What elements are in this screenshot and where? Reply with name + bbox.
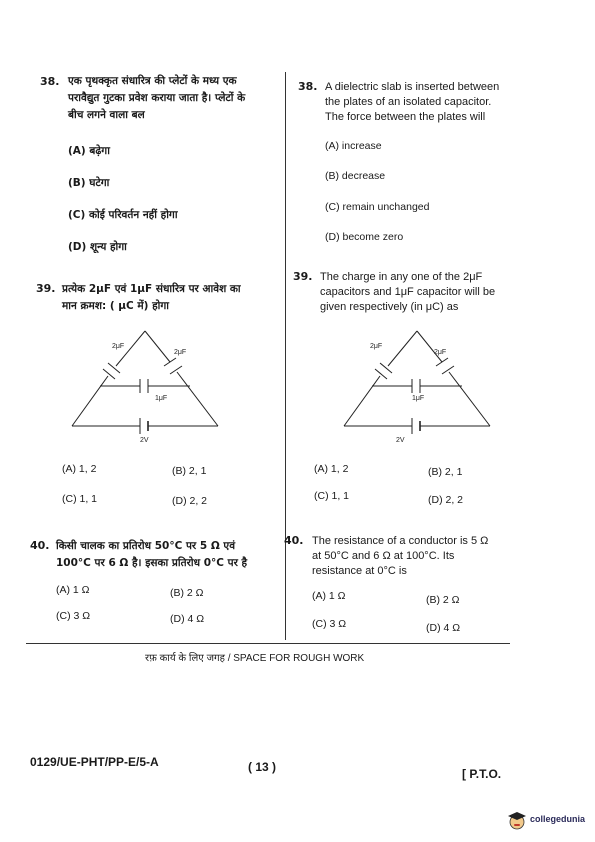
label-c-mid: 1μF xyxy=(155,395,168,402)
capacitor-plate xyxy=(436,358,448,366)
q39-option-c-en: (C) 1, 1 xyxy=(314,490,350,502)
q38-option-a-hi: (A) बढ़ेगा xyxy=(68,145,110,157)
logo-text: collegedunia xyxy=(530,814,586,824)
label-c-mid: 1μF xyxy=(412,395,425,402)
q38-question-hi xyxy=(68,73,278,124)
text-line: बीच लगने वाला बल xyxy=(68,109,145,121)
q39-option-c-hi: (C) 1, 1 xyxy=(62,493,98,505)
q39-number-en: 39. xyxy=(293,270,313,283)
q40-number-hi: 40. xyxy=(30,539,50,552)
q38-option-b-hi: (B) घटेगा xyxy=(68,177,110,189)
capacitor-plate xyxy=(164,358,176,366)
text-line: 100°C पर 6 Ω है। इसका प्रतिरोध 0°C पर है xyxy=(56,557,248,569)
q39-option-b-en: (B) 2, 1 xyxy=(428,466,463,478)
capacitor-plate xyxy=(170,366,182,374)
q38-option-b-en: (B) decrease xyxy=(325,170,386,182)
rough-work-rule xyxy=(26,643,510,644)
circuit-diagram-en xyxy=(332,328,502,448)
text-line: एक पृथक्कृत संधारित्र की प्लेटों के मध्य एक xyxy=(68,75,237,87)
q39-option-a-hi: (A) 1, 2 xyxy=(62,463,97,475)
wire xyxy=(344,376,380,426)
column-divider xyxy=(285,72,286,640)
text-line: परावैद्युत गुटका प्रवेश कराया जाता है। प्लेटों के xyxy=(68,92,246,104)
q39-option-b-hi: (B) 2, 1 xyxy=(172,465,207,477)
text-line: The resistance of a conductor is 5 Ω xyxy=(312,535,489,547)
q38-number-hi: 38. xyxy=(40,75,60,88)
q39-option-d-hi: (D) 2, 2 xyxy=(172,495,208,507)
wire xyxy=(145,331,170,362)
q40-option-d-en: (D) 4 Ω xyxy=(426,622,461,634)
q38-option-d-en: (D) become zero xyxy=(325,231,404,243)
q40-option-d-hi: (D) 4 Ω xyxy=(170,613,205,625)
text-line: मान क्रमश: ( μC में) होगा xyxy=(62,300,170,312)
q39-question-en xyxy=(320,270,550,315)
text-line: A dielectric slab is inserted between xyxy=(325,81,500,93)
q40-option-c-hi: (C) 3 Ω xyxy=(56,610,91,622)
text-line: given respectively (in μC) as xyxy=(320,301,459,313)
q40-option-b-en: (B) 2 Ω xyxy=(426,594,460,606)
pto-label: [ P.T.O. xyxy=(462,767,502,781)
graduate-mascot-icon xyxy=(506,809,528,831)
capacitor-plate xyxy=(103,369,115,379)
text-line: The force between the plates will xyxy=(325,111,486,123)
q39-option-a-en: (A) 1, 2 xyxy=(314,463,349,475)
q40-option-b-hi: (B) 2 Ω xyxy=(170,587,204,599)
label-c-left: 2μF xyxy=(112,343,125,350)
q40-option-a-en: (A) 1 Ω xyxy=(312,590,346,602)
capacitor-plate xyxy=(108,363,120,373)
label-c-left: 2μF xyxy=(370,343,383,350)
q39-option-d-en: (D) 2, 2 xyxy=(428,494,464,506)
q40-option-a-hi: (A) 1 Ω xyxy=(56,584,90,596)
text-line: capacitors and 1μF capacitor will be xyxy=(320,286,496,298)
wire xyxy=(388,331,417,366)
q38-number-en: 38. xyxy=(298,80,318,93)
q38-option-c-en: (C) remain unchanged xyxy=(325,201,430,213)
q40-number-en: 40. xyxy=(284,534,304,547)
q40-question-hi xyxy=(56,538,281,572)
text-line: resistance at 0°C is xyxy=(312,565,407,577)
collegedunia-logo xyxy=(506,808,590,834)
text-line: प्रत्येक 2μF एवं 1μF संधारित्र पर आवेश का xyxy=(62,283,241,295)
q40-option-c-en: (C) 3 Ω xyxy=(312,618,347,630)
capacitor-plate xyxy=(380,363,392,373)
q38-option-c-hi: (C) कोई परिवर्तन नहीं होगा xyxy=(68,209,178,221)
q40-question-en xyxy=(312,534,547,579)
circuit-diagram-hi xyxy=(60,328,230,448)
q39-question-hi xyxy=(62,281,277,315)
rough-work-label: रफ़ कार्य के लिए जगह / SPACE FOR ROUGH WORK xyxy=(145,653,365,664)
page-number: ( 13 ) xyxy=(248,760,277,774)
text-line: किसी चालक का प्रतिरोध 50°C पर 5 Ω एवं xyxy=(56,540,236,552)
label-c-right: 2μF xyxy=(174,349,187,356)
capacitor-plate xyxy=(442,366,454,374)
wire xyxy=(417,331,442,362)
capacitor-plate xyxy=(375,369,387,379)
q38-question-en xyxy=(325,80,555,125)
text-line: The charge in any one of the 2μF xyxy=(320,271,483,283)
q38-option-d-hi: (D) शून्य होगा xyxy=(68,241,127,253)
label-c-right: 2μF xyxy=(434,349,447,356)
label-battery: 2V xyxy=(140,437,149,444)
text-line: the plates of an isolated capacitor. xyxy=(325,96,492,108)
label-battery: 2V xyxy=(396,437,405,444)
wire xyxy=(449,372,490,426)
wire xyxy=(72,376,108,426)
text-line: at 50°C and 6 Ω at 100°C. Its xyxy=(312,550,455,562)
paper-code: 0129/UE-PHT/PP-E/5-A xyxy=(30,755,159,769)
q38-option-a-en: (A) increase xyxy=(325,140,382,152)
wire xyxy=(177,372,218,426)
q39-number-hi: 39. xyxy=(36,282,56,295)
